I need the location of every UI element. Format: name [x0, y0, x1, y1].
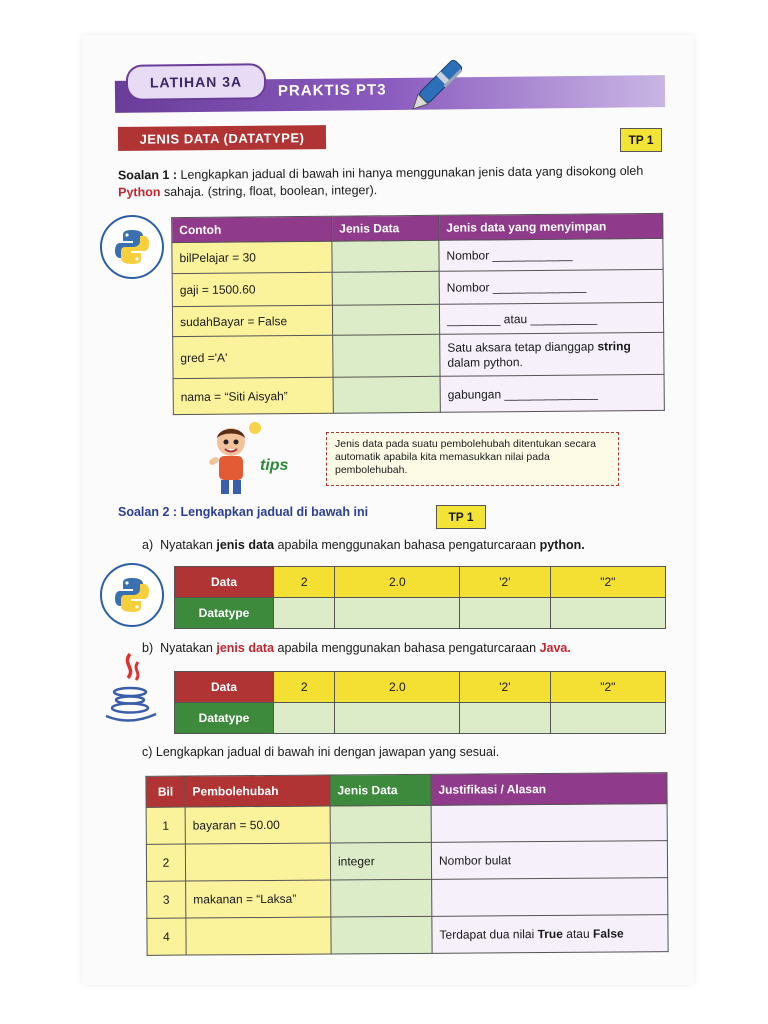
- q1-python: Python: [118, 185, 161, 200]
- row-label-data: Data: [175, 567, 274, 598]
- table-row: [146, 841, 667, 882]
- col-header-justifikasi: Justifikasi / Alasan: [431, 773, 667, 806]
- question-1: [118, 163, 663, 202]
- value-cell: "2": [550, 672, 665, 703]
- jus-text-a: Terdapat dua nilai: [439, 927, 535, 942]
- latihan-label: LATIHAN 3A: [126, 63, 266, 100]
- simpan-text-c: dalam python.: [447, 354, 523, 370]
- python-datatype-table: [174, 566, 666, 629]
- cell-bil: 4: [147, 918, 186, 955]
- tp-badge: TP 1: [620, 128, 662, 152]
- tp-badge: TP 1: [436, 505, 486, 529]
- q1-text-a: Lengkapkan jadual di bawah ini hanya menggunakan jenis data yang disokong oleh: [180, 163, 644, 182]
- answer-cell[interactable]: [550, 703, 665, 734]
- q2b-t1: Nyatakan: [160, 641, 213, 655]
- cell-pembolehubah: bayaran = 50.00: [185, 806, 330, 844]
- question-2b: [142, 641, 571, 655]
- question-2c: c) Lengkapkan jadual di bawah ini dengan jawapan yang sesuai.: [142, 745, 500, 759]
- value-cell: 2: [274, 567, 335, 598]
- col-header-bil: Bil: [146, 776, 185, 807]
- q2b-b1: jenis data: [216, 641, 275, 655]
- answer-cell[interactable]: [431, 804, 667, 843]
- q2b-prefix: b): [142, 641, 154, 655]
- table-row: [172, 238, 663, 273]
- cell-bil: 1: [146, 807, 185, 844]
- table-row: [173, 374, 664, 414]
- value-cell: '2': [460, 567, 550, 598]
- answer-cell[interactable]: [550, 598, 665, 629]
- q1-table: [171, 213, 665, 415]
- python-logo-icon: [100, 563, 164, 627]
- jus-text-c: atau: [566, 926, 590, 941]
- answer-cell[interactable]: [333, 334, 440, 377]
- table-row: [175, 567, 666, 598]
- cell-justifikasi: [432, 915, 668, 954]
- answer-cell[interactable]: [330, 805, 431, 843]
- row-label-data: Data: [175, 672, 274, 703]
- section-banner: JENIS DATA (DATATYPE): [118, 125, 326, 151]
- answer-cell[interactable]: [185, 843, 330, 881]
- cell-contoh: gaji = 1500.60: [172, 272, 332, 306]
- answer-cell[interactable]: [332, 304, 439, 335]
- python-logo-icon: [100, 215, 164, 279]
- q2a-b2: python.: [539, 538, 585, 552]
- cell-simpan: ________ atau __________: [439, 302, 663, 334]
- q2c-table: [145, 772, 668, 956]
- cell-simpan: Nombor ______________: [439, 269, 663, 304]
- cell-jenis: integer: [330, 842, 431, 880]
- kid-illustration-icon: [205, 420, 263, 498]
- q1-label: Soalan 1 :: [117, 167, 178, 183]
- col-header-contoh: Contoh: [172, 216, 332, 242]
- table-row: [146, 804, 667, 845]
- answer-cell[interactable]: [331, 879, 432, 917]
- java-datatype-table: [174, 671, 666, 734]
- tips-note: Jenis data pada suatu pembolehubah ditentukan secara automatik apabila kita memasukkan nilai pada pembolehubah.: [326, 432, 619, 486]
- answer-cell[interactable]: [460, 703, 550, 734]
- row-label-datatype: Datatype: [175, 598, 274, 629]
- cell-simpan: [440, 332, 664, 376]
- cell-contoh: bilPelajar = 30: [172, 241, 332, 273]
- table-row: [175, 598, 666, 629]
- col-header-simpan: Jenis data yang menyimpan: [439, 213, 663, 240]
- q2a-prefix: a): [142, 538, 154, 552]
- answer-cell[interactable]: [335, 598, 460, 629]
- answer-cell[interactable]: [186, 917, 331, 955]
- col-header-jenis: Jenis Data: [332, 215, 439, 241]
- cell-contoh: gred ='A': [173, 335, 333, 378]
- question-2-title: Soalan 2 : Lengkapkan jadual di bawah ini: [118, 505, 369, 519]
- answer-cell[interactable]: [331, 916, 432, 954]
- pen-icon: [400, 52, 470, 122]
- q2a-t2: apabila menggunakan bahasa pengaturcaraan: [277, 538, 537, 552]
- row-label-datatype: Datatype: [175, 703, 274, 734]
- col-header-pembolehubah: Pembolehubah: [185, 775, 330, 807]
- cell-justifikasi: Nombor bulat: [431, 841, 667, 880]
- tips-label: tips: [260, 457, 289, 474]
- table-row: [173, 332, 664, 378]
- answer-cell[interactable]: [274, 703, 335, 734]
- cell-simpan: Nombor ____________: [439, 238, 663, 271]
- answer-cell[interactable]: [332, 271, 439, 305]
- answer-cell[interactable]: [335, 703, 460, 734]
- value-cell: "2": [550, 567, 665, 598]
- value-cell: 2: [274, 672, 335, 703]
- table-row: [175, 672, 666, 703]
- table-row: [147, 878, 668, 919]
- table-row: [172, 269, 663, 306]
- answer-cell[interactable]: [333, 376, 440, 413]
- value-cell: 2.0: [335, 672, 460, 703]
- table-row: [175, 703, 666, 734]
- value-cell: 2.0: [335, 567, 460, 598]
- answer-cell[interactable]: [432, 878, 668, 917]
- simpan-string: string: [597, 338, 631, 353]
- jus-false: False: [592, 926, 624, 941]
- q2b-t2: apabila menggunakan bahasa pengaturcaraan: [277, 641, 537, 655]
- question-2a: [142, 538, 585, 552]
- praktis-title: PRAKTIS PT3: [277, 81, 387, 100]
- java-logo-icon: [100, 648, 160, 728]
- value-cell: '2': [460, 672, 550, 703]
- cell-simpan: gabungan ______________: [440, 374, 664, 412]
- table-row: [172, 302, 663, 336]
- cell-contoh: sudahBayar = False: [172, 305, 332, 336]
- col-header-jenis: Jenis Data: [330, 774, 431, 806]
- answer-cell[interactable]: [332, 240, 439, 272]
- simpan-text-a: Satu aksara tetap dianggap: [447, 338, 595, 355]
- q1-text-b: sahaja. (string, float, boolean, integer).: [163, 183, 378, 199]
- cell-pembolehubah: makanan = “Laksa”: [186, 880, 331, 918]
- cell-bil: 3: [147, 881, 186, 918]
- table-row: [147, 915, 668, 956]
- answer-cell[interactable]: [274, 598, 335, 629]
- q2b-b2: Java.: [539, 641, 571, 655]
- q2a-b1: jenis data: [216, 538, 275, 552]
- answer-cell[interactable]: [460, 598, 550, 629]
- cell-contoh: nama = “Siti Aisyah”: [173, 377, 333, 414]
- jus-true: True: [537, 926, 563, 942]
- q2a-t1: Nyatakan: [160, 538, 213, 552]
- cell-bil: 2: [146, 844, 185, 881]
